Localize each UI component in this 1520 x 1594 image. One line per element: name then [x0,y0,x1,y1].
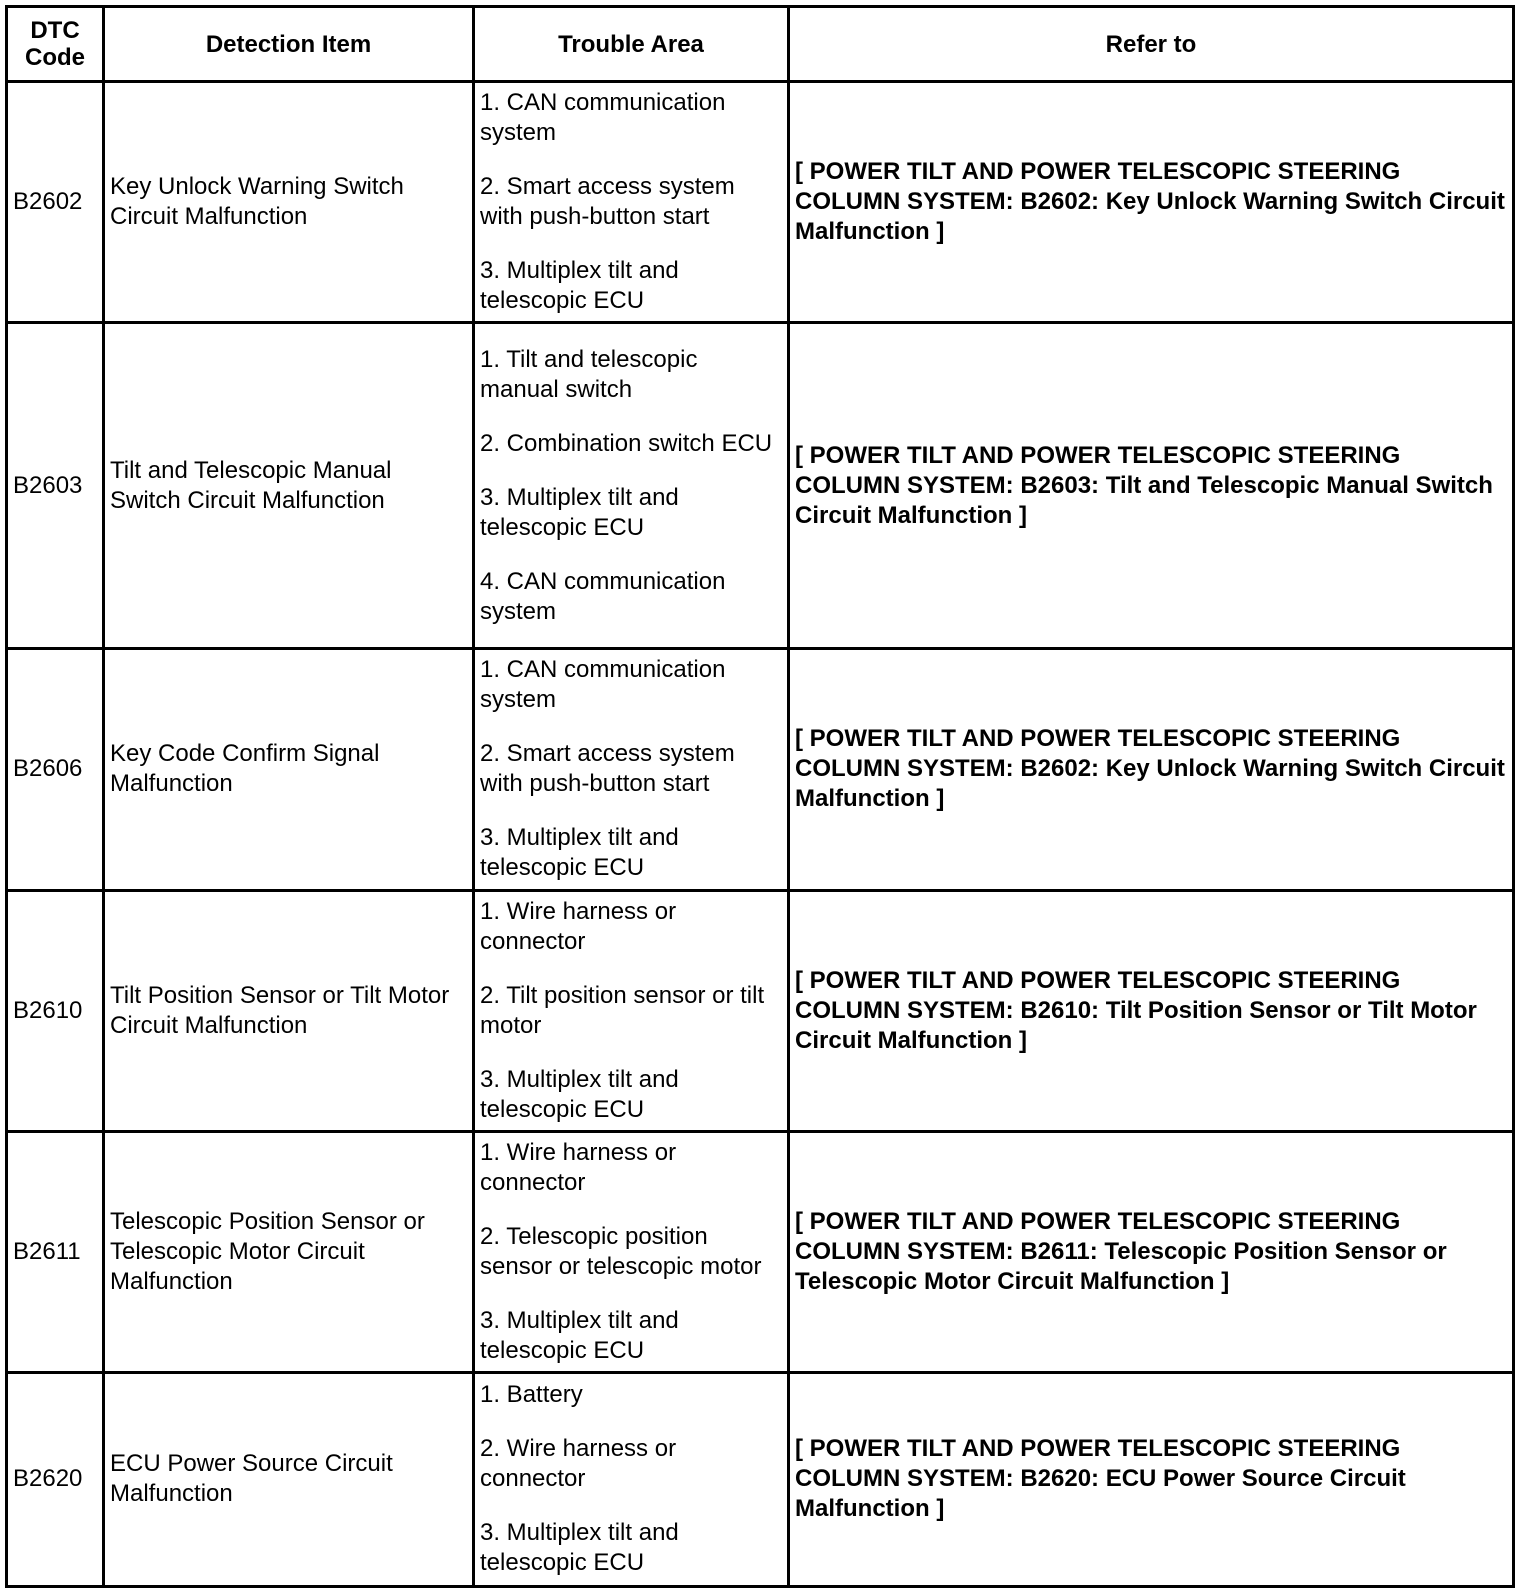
table-row [7,1372,1514,1586]
refer-to-link[interactable]: [ POWER TILT AND POWER TELESCOPIC STEERING COLUMN SYSTEM: B2602: Key Unlock Warning Switch Circuit Malfunction ] [789,82,1514,323]
trouble-item: 3. Multiplex tilt and telescopic ECU [480,824,679,882]
trouble-item: 2. Telescopic position sensor or telescopic motor [480,1222,762,1280]
trouble-item: 1. Wire harness or connector [480,897,677,955]
table-row [7,323,1514,649]
refer-to-link[interactable]: [ POWER TILT AND POWER TELESCOPIC STEERING COLUMN SYSTEM: B2602: Key Unlock Warning Switch Circuit Malfunction ] [789,649,1514,890]
refer-to-link[interactable]: [ POWER TILT AND POWER TELESCOPIC STEERING COLUMN SYSTEM: B2611: Telescopic Position Sensor or Telescopic Motor Circuit Malfunction ] [789,1131,1514,1372]
dtc-code: B2620 [7,1372,104,1586]
refer-to-link[interactable]: [ POWER TILT AND POWER TELESCOPIC STEERING COLUMN SYSTEM: B2610: Tilt Position Sensor or Tilt Motor Circuit Malfunction ] [789,890,1514,1131]
dtc-code: B2602 [7,82,104,323]
trouble-item: 3. Multiplex tilt and telescopic ECU [480,257,679,315]
trouble-area [474,890,789,1131]
trouble-item: 3. Multiplex tilt and telescopic ECU [480,1519,679,1577]
trouble-item: 2. Smart access system with push-button start [480,740,735,798]
table-row [7,890,1514,1131]
trouble-item: 3. Multiplex tilt and telescopic ECU [480,1065,679,1123]
trouble-item: 2. Smart access system with push-button start [480,173,735,231]
trouble-item: 1. CAN communication system [480,89,726,147]
trouble-item: 2. Tilt position sensor or tilt motor [480,981,765,1039]
detection-item: ECU Power Source Circuit Malfunction [104,1372,474,1586]
detection-item: Key Unlock Warning Switch Circuit Malfunction [104,82,474,323]
detection-item: Tilt Position Sensor or Tilt Motor Circuit Malfunction [104,890,474,1131]
dtc-code: B2610 [7,890,104,1131]
trouble-item: 1. Tilt and telescopic manual switch [480,345,698,403]
dtc-code: B2606 [7,649,104,890]
trouble-area [474,1131,789,1372]
header-dtc-code: DTC Code [7,7,104,82]
trouble-item: 3. Multiplex tilt and telescopic ECU [480,1306,679,1364]
refer-to-link[interactable]: [ POWER TILT AND POWER TELESCOPIC STEERING COLUMN SYSTEM: B2603: Tilt and Telescopic Manual Switch Circuit Malfunction ] [789,323,1514,649]
trouble-area [474,649,789,890]
dtc-code: B2611 [7,1131,104,1372]
dtc-code: B2603 [7,323,104,649]
trouble-item: 4. CAN communication system [480,567,726,625]
detection-item: Tilt and Telescopic Manual Switch Circuit Malfunction [104,323,474,649]
trouble-item: 1. Wire harness or connector [480,1138,677,1196]
header-detection-item: Detection Item [104,7,474,82]
header-trouble-area: Trouble Area [474,7,789,82]
trouble-area [474,82,789,323]
table-row [7,1131,1514,1372]
trouble-item: 2. Combination switch ECU [480,429,773,457]
trouble-item: 2. Wire harness or connector [480,1435,677,1493]
trouble-area [474,323,789,649]
refer-to-link[interactable]: [ POWER TILT AND POWER TELESCOPIC STEERING COLUMN SYSTEM: B2620: ECU Power Source Circuit Malfunction ] [789,1372,1514,1586]
header-row [7,7,1514,82]
trouble-item: 1. Battery [480,1381,583,1409]
table-row [7,82,1514,323]
detection-item: Key Code Confirm Signal Malfunction [104,649,474,890]
detection-item: Telescopic Position Sensor or Telescopic Motor Circuit Malfunction [104,1131,474,1372]
trouble-item: 3. Multiplex tilt and telescopic ECU [480,483,679,541]
table-row [7,649,1514,890]
header-refer-to: Refer to [789,7,1514,82]
trouble-area [474,1372,789,1586]
trouble-item: 1. CAN communication system [480,656,726,714]
dtc-table [5,5,1515,1588]
